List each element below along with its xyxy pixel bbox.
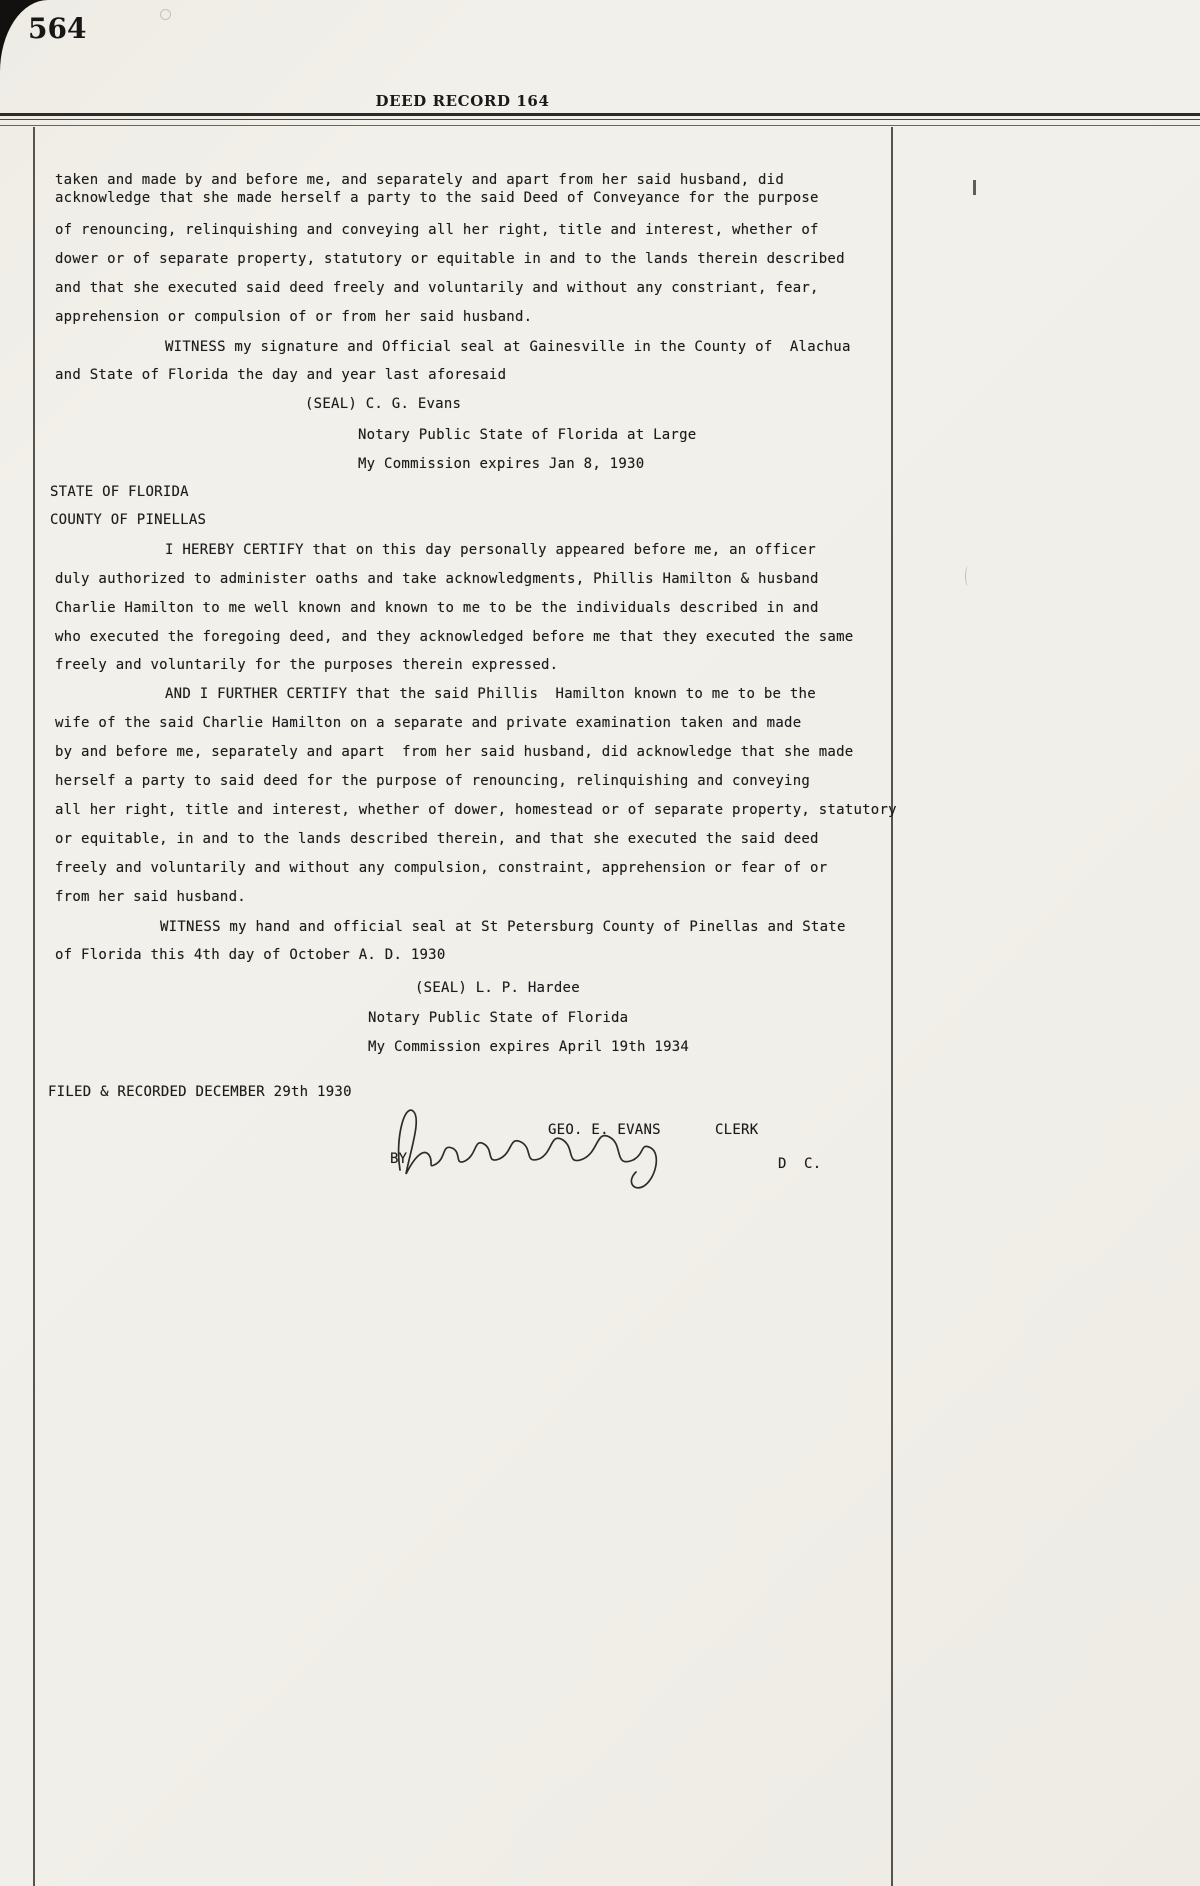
- doc-line: acknowledge that she made herself a party to the said Deed of Conveyance for the purpose: [55, 190, 819, 206]
- state-heading: STATE OF FLORIDA: [50, 484, 189, 500]
- header-rule-thick: [0, 113, 1200, 116]
- doc-line: dower or of separate property, statutory or equitable in and to the lands therein described: [55, 251, 845, 267]
- doc-line: freely and voluntarily for the purposes therein expressed.: [55, 657, 559, 673]
- witness-line: WITNESS my signature and Official seal at Gainesville in the County of Alachua: [165, 339, 851, 355]
- doc-line: Charlie Hamilton to me well known and known to me to be the individuals described in and: [55, 600, 819, 616]
- scan-artifact: [973, 180, 976, 195]
- by-label: BY: [390, 1151, 408, 1167]
- right-margin-line: [891, 127, 893, 1886]
- doc-line: of renouncing, relinquishing and conveying all her right, title and interest, whether of: [55, 222, 819, 238]
- doc-line: who executed the foregoing deed, and they acknowledged before me that they executed the same: [55, 629, 854, 645]
- doc-line: from her said husband.: [55, 889, 246, 905]
- witness-line: WITNESS my hand and official seal at St Petersburg County of Pinellas and State: [160, 919, 846, 935]
- doc-line: herself a party to said deed for the purpose of renouncing, relinquishing and conveying: [55, 773, 811, 789]
- certify-line: I HEREBY CERTIFY that on this day personally appeared before me, an officer: [165, 542, 816, 558]
- county-heading: COUNTY OF PINELLAS: [50, 512, 207, 528]
- notary-line: Notary Public State of Florida: [368, 1010, 629, 1026]
- handwritten-signature: [382, 1098, 682, 1193]
- notary-line: Notary Public State of Florida at Large: [358, 427, 697, 443]
- doc-line: all her right, title and interest, whether of dower, homestead or of separate property, statutory: [55, 802, 897, 818]
- header-rule-mid: [0, 119, 1200, 120]
- clerk-name: GEO. E. EVANS: [548, 1122, 661, 1138]
- commission-line: My Commission expires April 19th 1934: [368, 1039, 690, 1055]
- doc-line: apprehension or compulsion of or from her said husband.: [55, 309, 533, 325]
- doc-line: wife of the said Charlie Hamilton on a separate and private examination taken and made: [55, 715, 802, 731]
- doc-line: and State of Florida the day and year last aforesaid: [55, 367, 507, 383]
- scan-artifact: [965, 566, 972, 586]
- seal-line: (SEAL) C. G. Evans: [305, 396, 462, 412]
- doc-line: freely and voluntarily and without any compulsion, constraint, apprehension or fear of or: [55, 860, 828, 876]
- page-header: DEED RECORD 164: [375, 92, 550, 110]
- deputy-initials: D C.: [778, 1156, 822, 1172]
- certify-line: AND I FURTHER CERTIFY that the said Phillis Hamilton known to me to be the: [165, 686, 816, 702]
- doc-line: of Florida this 4th day of October A. D. 1930: [55, 947, 446, 963]
- doc-line: taken and made by and before me, and separately and apart from her said husband, did: [55, 172, 785, 188]
- clerk-title: CLERK: [715, 1122, 759, 1138]
- doc-line: or equitable, in and to the lands described therein, and that she executed the said deed: [55, 831, 819, 847]
- scan-speck: [160, 9, 171, 20]
- header-rule-thin: [0, 125, 1200, 126]
- filed-recorded-line: FILED & RECORDED DECEMBER 29th 1930: [48, 1084, 352, 1100]
- commission-line: My Commission expires Jan 8, 1930: [358, 456, 645, 472]
- page-number: 564: [28, 12, 87, 45]
- seal-line: (SEAL) L. P. Hardee: [415, 980, 580, 996]
- left-margin-line: [33, 127, 35, 1886]
- doc-line: and that she executed said deed freely and voluntarily and without any constriant, fear,: [55, 280, 819, 296]
- doc-line: by and before me, separately and apart from her said husband, did acknowledge that she made: [55, 744, 854, 760]
- doc-line: duly authorized to administer oaths and take acknowledgments, Phillis Hamilton & husband: [55, 571, 819, 587]
